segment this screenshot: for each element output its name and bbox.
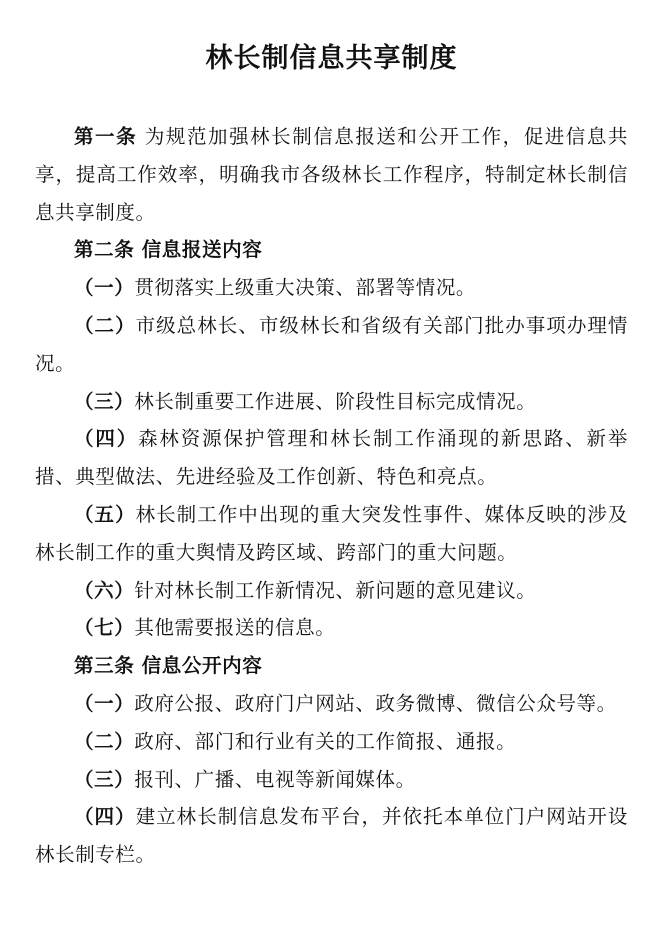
item-label: （四） — [74, 427, 139, 451]
list-item — [35, 685, 628, 723]
item-text: 林长制工作中出现的重大突发性事件、媒体反映的涉及林长制工作的重大舆情及跨区域、跨部门的重大问题。 — [35, 502, 628, 564]
item-text: 报刊、广播、电视等新闻媒体。 — [134, 767, 416, 791]
list-item — [35, 269, 628, 307]
item-label: （五） — [74, 502, 136, 526]
item-label: （二） — [74, 729, 135, 753]
item-label: （三） — [74, 767, 135, 791]
item-text: 市级总林长、市级林长和省级有关部门批办事项办理情况。 — [35, 313, 628, 375]
list-item — [35, 383, 628, 421]
item-label: （一） — [74, 276, 135, 300]
article-1-text: 为规范加强林长制信息报送和公开工作，促进信息共享，提高工作效率，明确我市各级林长工作程序，特制定林长制信息共享制度。 — [35, 125, 628, 224]
item-text: 贯彻落实上级重大决策、部署等情况。 — [134, 276, 477, 300]
document-title: 林长制信息共享制度 — [205, 43, 458, 74]
article-1-label: 第一条 — [74, 125, 138, 148]
list-item — [35, 307, 628, 383]
article-2-heading-text: 信息报送内容 — [134, 238, 263, 262]
item-label: （三） — [74, 389, 135, 413]
item-text: 其他需要报送的信息。 — [134, 616, 336, 640]
item-text: 针对林长制工作新情况、新问题的意见建议。 — [134, 578, 537, 602]
item-text: 政府、部门和行业有关的工作简报、通报。 — [134, 729, 517, 753]
list-item — [35, 798, 628, 874]
item-text: 政府公报、政府门户网站、政务微博、微信公众号等。 — [134, 691, 617, 715]
article-3-heading — [35, 647, 628, 685]
article-3-heading-text: 信息公开内容 — [134, 654, 263, 678]
item-label: （四） — [74, 805, 136, 829]
list-item — [35, 723, 628, 761]
article-2-heading — [35, 231, 628, 269]
item-label: （六） — [74, 578, 135, 602]
item-text: 建立林长制信息发布平台，并依托本单位门户网站开设林长制专栏。 — [35, 805, 628, 867]
list-item — [35, 496, 628, 572]
article-1-paragraph — [35, 118, 628, 231]
list-item — [35, 420, 628, 496]
list-item — [35, 572, 628, 610]
list-item — [35, 609, 628, 647]
list-item — [35, 761, 628, 799]
article-2-label: 第二条 — [74, 238, 135, 262]
item-text: 林长制重要工作进展、阶段性目标完成情况。 — [134, 389, 537, 413]
item-label: （一） — [74, 691, 135, 715]
item-text: 森林资源保护管理和林长制工作涌现的新思路、新举措、典型做法、先进经验及工作创新、特色和亮点。 — [35, 427, 628, 489]
article-3-label: 第三条 — [74, 654, 135, 678]
item-label: （七） — [74, 616, 135, 640]
item-label: （二） — [74, 313, 136, 337]
